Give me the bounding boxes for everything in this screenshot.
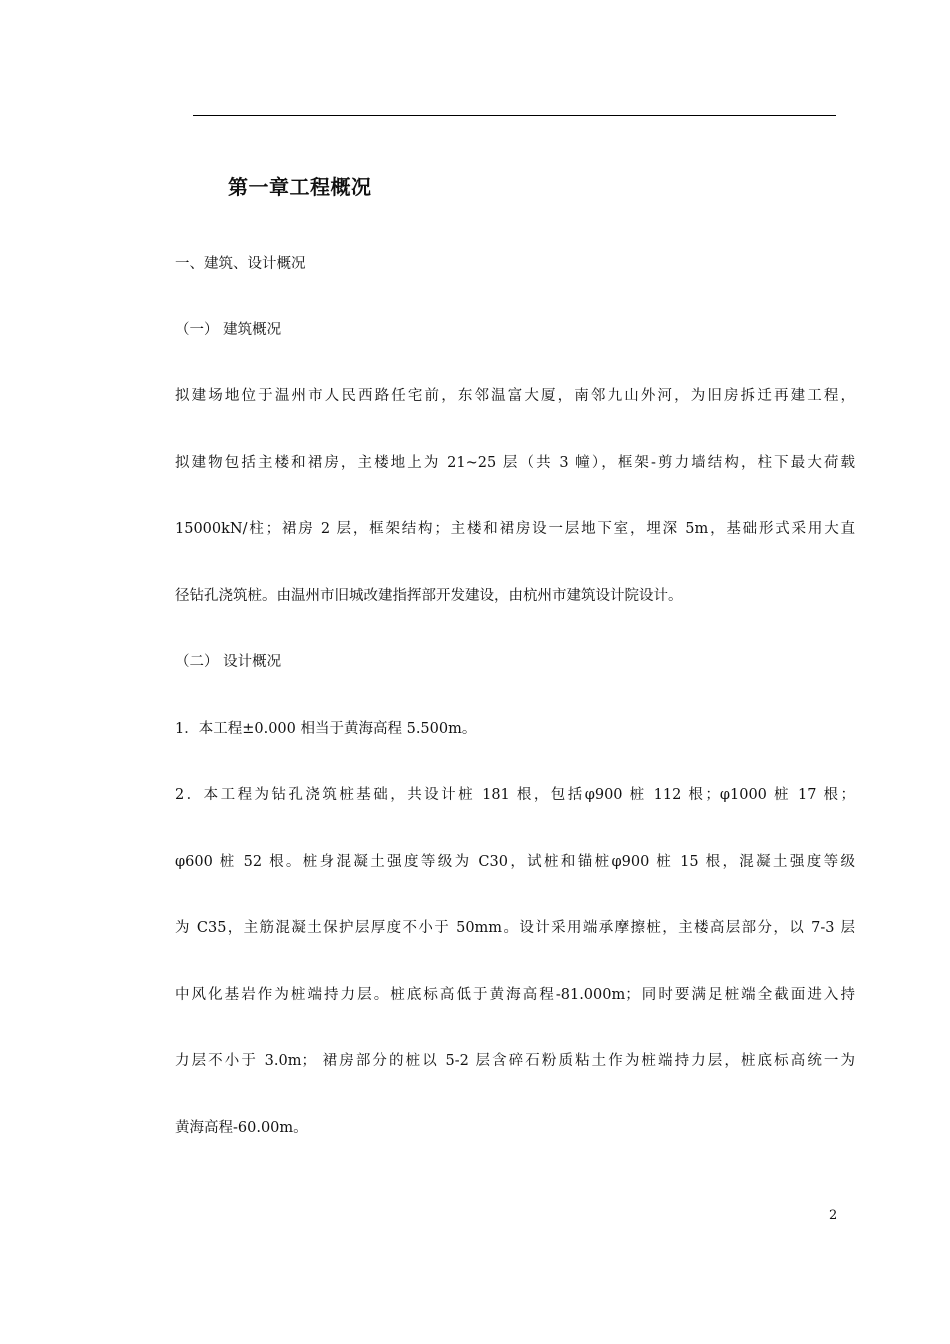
chapter-title: 第一章工程概况 [228,175,372,199]
header-rule [193,115,836,116]
design-item-line: 2．本工程为钻孔浇筑桩基础，共设计桩 181 根，包括φ900 桩 112 根；φ1000 桩 17 根； [175,787,855,803]
building-overview-line: 15000kN/柱；裙房 2 层，框架结构；主楼和裙房设一层地下室，埋深 5m，基础形式采用大直 [175,521,855,537]
building-overview-line: 拟建物包括主楼和裙房，主楼地上为 21~25 层（共 3 幢），框架-剪力墙结构，柱下最大荷载 [175,455,855,471]
design-item-line: 黄海高程-60.00m。 [175,1120,308,1136]
page-number: 2 [829,1208,838,1223]
building-overview-line: 拟建场地位于温州市人民西路任宅前，东邻温富大厦，南邻九山外河，为旧房拆迁再建工程， [175,388,855,404]
design-item-line: 力层不小于 3.0m； 裙房部分的桩以 5-2 层含碎石粉质粘土作为桩端持力层，桩底标高统一为 [175,1053,855,1069]
subsection-heading-design: （二） 设计概况 [175,654,282,670]
building-overview-line: 径钻孔浇筑桩。由温州市旧城改建指挥部开发建设，由杭州市建筑设计院设计。 [175,588,683,604]
design-item-line: 为 C35，主筋混凝土保护层厚度不小于 50mm。设计采用端承摩擦桩，主楼高层部分，以 7-3 层 [175,920,855,936]
subsection-heading-building: （一） 建筑概况 [175,322,282,338]
design-item-line: 中风化基岩作为桩端持力层。桩底标高低于黄海高程-81.000m；同时要满足桩端全截面进入持 [175,987,855,1003]
section-heading: 一、建筑、设计概况 [175,256,306,272]
design-item: 1．本工程±0.000 相当于黄海高程 5.500m。 [175,721,477,737]
design-item-line: φ600 桩 52 根。桩身混凝土强度等级为 C30，试桩和锚桩φ900 桩 15 根，混凝土强度等级 [175,854,855,870]
